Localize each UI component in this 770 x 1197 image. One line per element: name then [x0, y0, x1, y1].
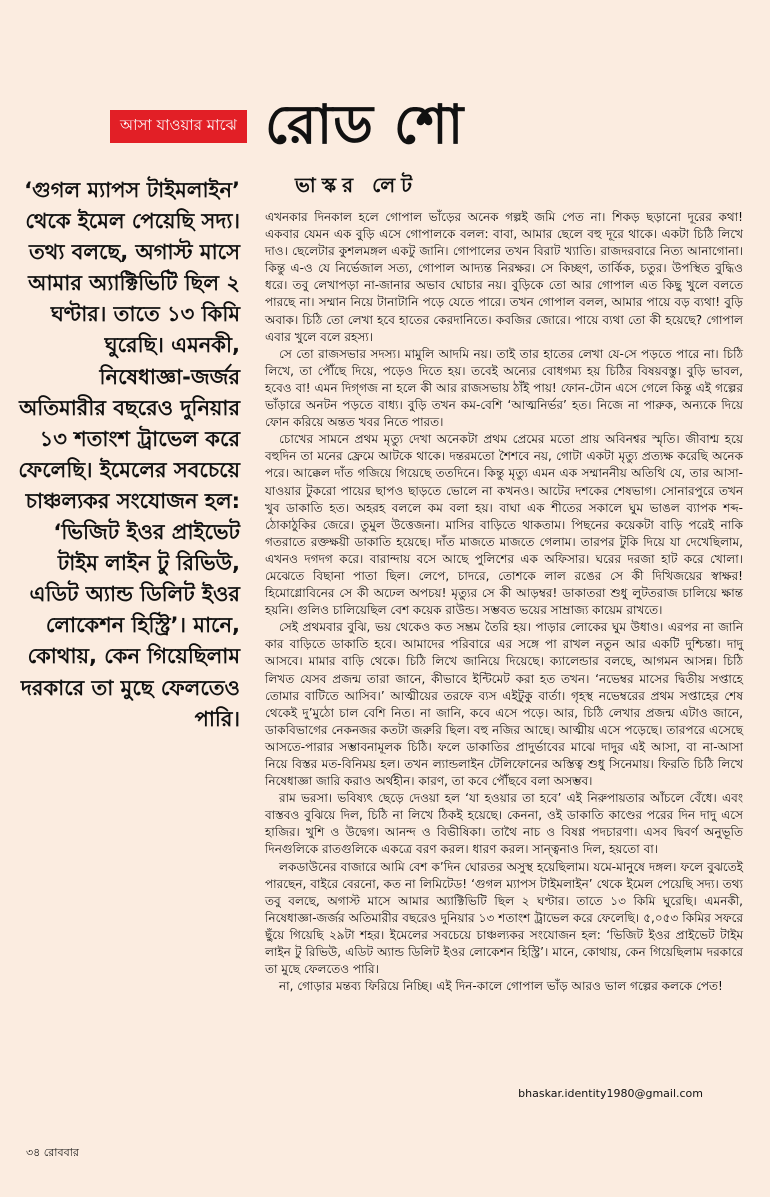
author-byline: ভাস্কর লেট: [295, 173, 418, 197]
article-paragraph: সেই প্রথমবার বুঝি, ভয় থেকেও কত সম্ভ্রম তৈরি হয়। পাড়ার লোকের ঘুম উধাও। এরপর না জানি কার বাড়িতে ডাকাতি হবে। আমাদের পরিবারে এর সঙ্গে পা রাখল নতুন আর একটি দুশ্চিন্তা। দাদু আসবে। মামার বাড়ি থেকে। চিঠি লিখে জানিয়ে দিয়েছে। ক্যালেন্ডার বলছে, আগমন আসন্ন। চিঠি লিখত যেসব প্রজন্ম তারা জানে, কীভাবে ইন্টিমেট করা হত তখন। ‘নভেম্বর মাসের দ্বিতীয় সপ্তাহে তোমার বাটিতে আসিব।’ আত্মীয়ের তরফে ব্যস এইটুকু বার্তা। গৃহস্থ নভেম্বরের প্রথম সপ্তাহের শেষ থেকেই দু’মুঠো চাল বেশি নিত। না জানি, কবে এসে পড়ে। আর, চিঠি লেখার প্রজন্ম এটাও জানে, ডাকবিভাগের নেকনজর কতটা জরুরি ছিল। বহু নজির আছে। আত্মীয় এসে পড়েছে। তারপরে এসেছে আসতে-পারার সম্ভাবনামূলক চিঠি। ফলে ডাকাতির প্রাদুর্ভাবের মাঝে দাদুর এই আসা, বা না-আসা নিয়ে বিস্তর মত-বিনিময় হল। তখন ল্যান্ডলাইন টেলিফোনের অস্তিত্ব শুধু সিনেমায়। ফিরতি চিঠি লিখে নিষেধাজ্ঞা জারি করাও অর্থহীন। কারণ, তা কবে পৌঁছবে বলা অসম্ভব।: [265, 620, 743, 789]
page-folio: ৩৪ রোববার: [26, 1146, 79, 1159]
article-paragraph: সে তো রাজসভার সদস্য। মামুলি আদমি নয়। তাই তার হাতের লেখা যে-সে পড়তে পারে না। চিঠি লিখে, তা পৌঁছে দিয়ে, পড়েও দিতে হয়। তবেই অন্যের বোধগম্য হয় চিঠির বিষয়বস্তু। বুড়ি ভাবল, হবেও বা! এমন দিগ্‌গজ না হলে কী আর রাজসভায় ঠাঁই পায়! ফোন-টোন এসে গেলে কিন্তু এই গল্পের ভাঁড়ারে অনটন পড়তে বাধ্য। বুড়ি তখন কম-বেশি ‘আত্মনির্ভর’ হত। নিজে না পারুক, অন্যকে দিয়ে ফোন করিয়ে অন্তত খবর নিতে পারত।: [265, 346, 743, 430]
article-paragraph: রাম ভরসা। ভবিষ্যৎ ছেড়ে দেওয়া হল ‘যা হওয়ার তা হবে’ এই নিরুপায়তার আঁচলে বেঁধে। এবং বাস্তবও বুঝিয়ে দিল, চিঠি না লিখে ঠিকই হয়েছে। কেননা, ওই ডাকাতি কাণ্ডের পরের দিন দাদু এসে হাজির। খুশি ও উদ্বেগ। আনন্দ ও বিভীষিকা। তাথৈ নাচ ও বিষণ্ণ পদচারণা। এসব দ্বিবর্ণ অনুভূতি দিনগুলিকে রাতগুলিকে একত্রে বরণ করল। ধারণ করল। সান্ত্বনাও দিল, হয়তো বা।: [265, 791, 743, 857]
pull-quote-text: ‘গুগল ম্যাপস টাইমলাইন’ থেকে ইমেল পেয়েছি সদ্য। তথ্য বলছে, অগাস্ট মাসে আমার অ্যাক্টিভিটি ছিল ২ ঘণ্টার। তাতে ১৩ কিমি ঘুরেছি। এমনকী, নিষেধাজ্ঞা-জর্জর অতিমারীর বছরেও দুনিয়ার ১৩ শতাংশ ট্রাভেল করে ফেলেছি। ইমেলের সবচেয়ে চাঞ্চল্যকর সংযোজন হল: ‘ভিজিট ইওর প্রাইভেট টাইম লাইন টু রিভিউ, এডিট অ্যান্ড ডিলিট ইওর লোকেশন হিস্ট্রি’। মানে, কোথায়, কেন গিয়েছিলাম দরকারে তা মুছে ফেলতেও পারি।: [18, 178, 240, 731]
article-paragraph: এখনকার দিনকাল হলে গোপাল ভাঁড়ের অনেক গল্পই জমি পেত না। শিকড় ছড়ানো দূরের কথা! একবার যেমন এক বুড়ি এসে গোপালকে বলল: বাবা, আমার ছেলে বহু দূরে থাকে। একটা চিঠি লিখে দাও। ছেলেটার কুশলমঙ্গল একটু জানি। গোপালের তখন বিরাট খ্যাতি। রাজদরবারে নিত্য আনাগোনা। কিন্তু এ-ও যে নির্ভেজাল সত্য, গোপাল আদ্যন্ত নিরক্ষর। সে কিচ্ছণ, তার্কিক, চতুর। উপস্থিত বুদ্ধিও ধরে। তবু লেখাপড়া না-জানার অভাব ঘোচার নয়। বুড়িকে তো আর গোপাল এত কিছু খুলে বলতে পারছে না। সম্মান নিয়ে টানাটানি পড়ে যেতে পারে। তখন গোপাল বলল, আমার পায়ে বড় ব্যথা! বুড়ি অবাক। চিঠি তো লেখা হবে হাতের কেরদানিতে। কবজির জোরে। পায়ে ব্যথা তো কী হয়েছে? গোপাল এবার খুলে বলে রহস্য।: [265, 210, 743, 344]
article-paragraph: না, গোড়ার মন্তব্য ফিরিয়ে নিচ্ছি। এই দিন-কালে গোপাল ভাঁড় আরও ভাল গল্পের কলকে পেত!: [279, 979, 723, 994]
author-email: bhaskar.identity1980@gmail.com: [518, 1087, 703, 1100]
article-paragraph: চোখের সামনে প্রথম মৃত্যু দেখা অনেকটা প্রথম প্রেমের মতো প্রায় অবিনশ্বর স্মৃতি। জীবাশ্ম হয়ে বহুদিন তা মনের ফ্রেমে আটকে থাকে। দন্তরমতো শৈশবে নয়, গোটা একটা মৃত্যু প্রত্যক্ষ করেছি অনেক পরে। আক্কেল দাঁত গজিয়ে গিয়েছে ততদিনে। কিন্তু মৃত্যু এমন এক সম্মাননীয় অতিথি যে, তার আসা-যাওয়ার টুকরো পায়ের ছাপও ছাড়তে ভোলে না কখনও। আটের দশকের শেষভাগ। সোনারপুরে তখন খুব ডাকাতি হত। অহরহ বললে কম বলা হয়। বাঘা এক শীতের সকালে ঘুম ভাঙল ব্যাপক শব্দ-ঠোকাঠুকির জেরে। তুমুল উত্তেজনা। মাসির বাড়িতে থাকতাম। পিছনের কয়েকটা বাড়ি পরেই নাকি গতরাতে রক্তক্ষয়ী ডাকাতি হয়েছে। দাঁত মাজতে মাজতে গেলাম। তারপর টুকি দিয়ে যা দেখেছিলাম, এখনও দগদগ করে। বারান্দায় বসে আছে পুলিশের এক অফিসার। ঘরের দরজা হাট করে খোলা। মেঝেতে বিছানা পাতা ছিল। লেপে, চাদরে, তোশকে লাল রঙের সে কী দিখিজয়ের স্বাক্ষর! হিমোগ্লোবিনের সে কী অঢেল অপচয়! মৃত্যুর সে কী আড়ম্বর! ডাকাতরা শুধু লুটতরাজ চালিয়ে ক্ষান্ত হয়নি। গুলিও চালিয়েছিল বেশ কয়েক রাউন্ড। সম্ভবত ভয়ের সাম্রাজ্য কায়েম রাখতে।: [265, 432, 743, 618]
pull-quote: [18, 175, 240, 735]
article-body: [265, 209, 743, 995]
headline: রোড শো: [265, 93, 465, 156]
section-tag: আসা যাওয়ার মাঝে: [110, 110, 247, 143]
article-paragraph: লকডাউনের বাজারে আমি বেশ ক’দিন ঘোরতর অসুস্থ হয়েছিলাম। যমে-মানুষে দঙ্গল। ফলে বুঝতেই পারছেন, বাইরে বেরনো, কত না লিমিটেড! ‘গুগল ম্যাপস টাইমলাইন’ থেকে ইমেল পেয়েছি সদ্য। তথ্য তবু বলছে, অগাস্ট মাসে আমার অ্যাক্টিভিটি ছিল ২ ঘণ্টার। তাতে ১৩ কিমি ঘুরেছি। এমনকী, নিষেধাজ্ঞা-জর্জর অতিমারীর বছরেও দুনিয়ার ১৩ শতাংশ ট্রাভেল করে ফেলেছি। ৫,০৫৩ কিমির সফরে ছুঁয়ে গিয়েছি ২৯টা শহর। ইমেলের সবচেয়ে চাঞ্চল্যকর সংযোজন হল: ‘ভিজিট ইওর প্রাইভেট টাইম লাইন টু রিভিউ, এডিট অ্যান্ড ডিলিট ইওর লোকেশন হিস্ট্রি’। মানে, কোথায়, কেন গিয়েছিলাম দরকারে তা মুছে ফেলতেও পারি।: [265, 859, 743, 977]
